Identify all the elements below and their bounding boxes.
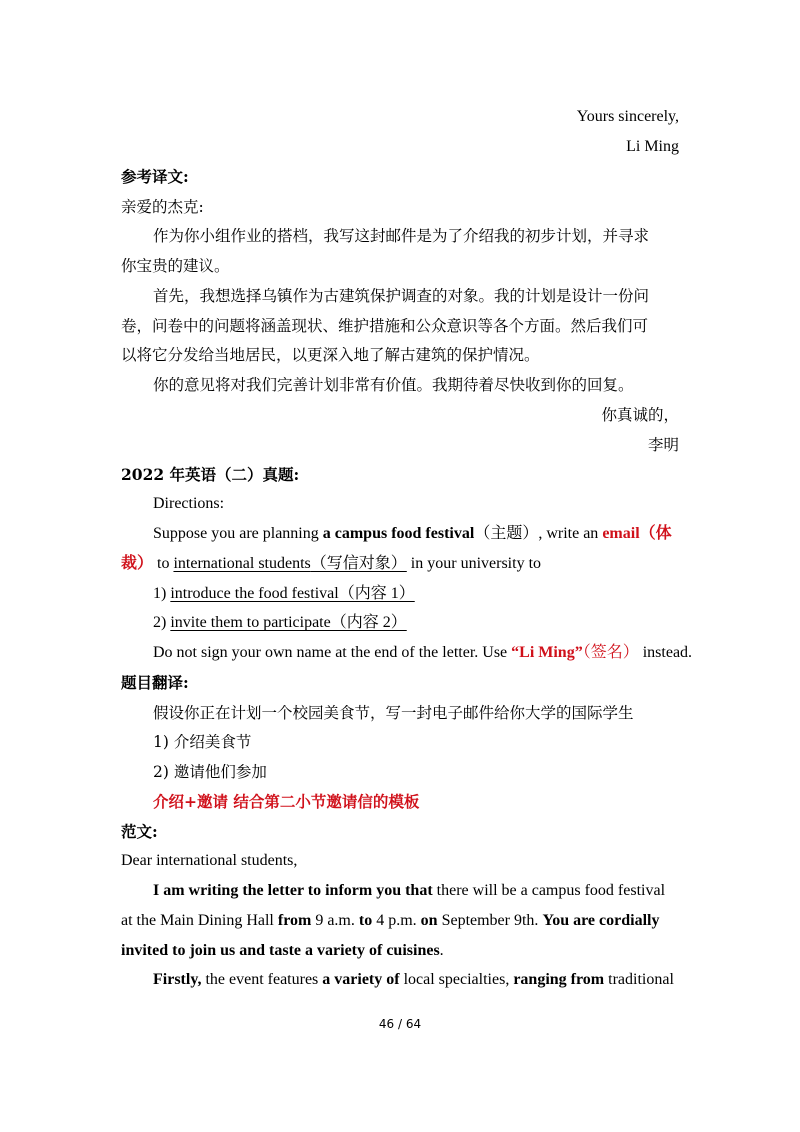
exam-to: to [153,555,174,572]
exam-suppose-line [153,524,672,544]
translation-greeting: 亲爱的杰克: [121,198,204,216]
letter-closing: Yours sincerely, [576,108,679,125]
model-essay-line-1: I am writing the letter to inform you that there will be a campus food festival [153,882,666,899]
translation-paragraph-1-line-1: 作为你小组作业的搭档，我写这封邮件是为了介绍我的初步计划，并寻求 [153,227,650,245]
translation-closing: 你真诚的， [601,406,679,424]
exam-suppose-prefix: Suppose you are planning [153,525,323,542]
writing-tip: 介绍+邀请 结合第二小节邀请信的模板 [153,792,420,811]
model-essay-line-3: invited to join us and taste a variety of cuisines. [121,942,444,959]
exam-directions: Directions: [153,495,225,512]
translation-paragraph-2-line-3: 以将它分发给当地居民，以更深入地了解古建筑的保护情况。 [121,346,540,364]
translation-paragraph-2-line-1: 首先，我想选择乌镇作为古建筑保护调查的对象。我的计划是设计一份问 [153,287,650,305]
exam-heading: 2022 年英语（二）真题: [121,465,300,484]
exam-recipient: international students（写信对象） [173,555,407,572]
question-translation-item-1: 1) 介绍美食节 [153,733,252,751]
exam-content-item-1: 1) introduce the food festival（内容 1） [153,585,415,602]
exam-recipient-line [121,554,541,574]
question-translation-item-2: 2) 邀请他们参加 [153,763,267,781]
exam-genre: email（体 [602,525,672,542]
model-essay-line-4: Firstly, the event features a variety of local specialties, ranging from traditional [153,971,674,988]
translation-signature: 李明 [647,436,679,454]
question-translation-line-1: 假设你正在计划一个校园美食节，写一封电子邮件给你大学的国际学生 [153,704,634,722]
exam-signature-instruction: Do not sign your own name at the end of the letter. Use “Li Ming”（签名） instead. [153,644,693,661]
exam-topic: a campus food festival [322,525,475,542]
model-essay-heading: 范文: [121,822,158,841]
translation-heading: 参考译文: [121,167,189,186]
page-number: 46 / 64 [378,1017,422,1031]
exam-suppose-mid: , write an [538,525,603,542]
letter-signature: Li Ming [626,138,679,155]
translation-paragraph-3-line-1: 你的意见将对我们完善计划非常有价值。我期待着尽快收到你的回复。 [153,376,634,394]
model-essay-greeting: Dear international students, [121,852,298,869]
exam-genre-end: 裁） [121,555,154,572]
exam-sign-note: （签名） [582,644,639,661]
model-essay-line-2: at the Main Dining Hall from 9 a.m. to 4 p.m. on September 9th. You are cordially [121,912,660,929]
exam-sign-name: “Li Ming” [511,644,583,661]
exam-in-university: in your university to [406,555,542,572]
translation-paragraph-2-line-2: 卷，问卷中的问题将涵盖现状、维护措施和公众意识等各个方面。然后我们可 [121,317,649,335]
question-translation-heading: 题目翻译: [121,673,189,692]
exam-content-item-2: 2) invite them to participate（内容 2） [153,614,407,631]
translation-paragraph-1-line-2: 你宝贵的建议。 [121,257,230,275]
exam-topic-note: （主题） [474,525,539,542]
